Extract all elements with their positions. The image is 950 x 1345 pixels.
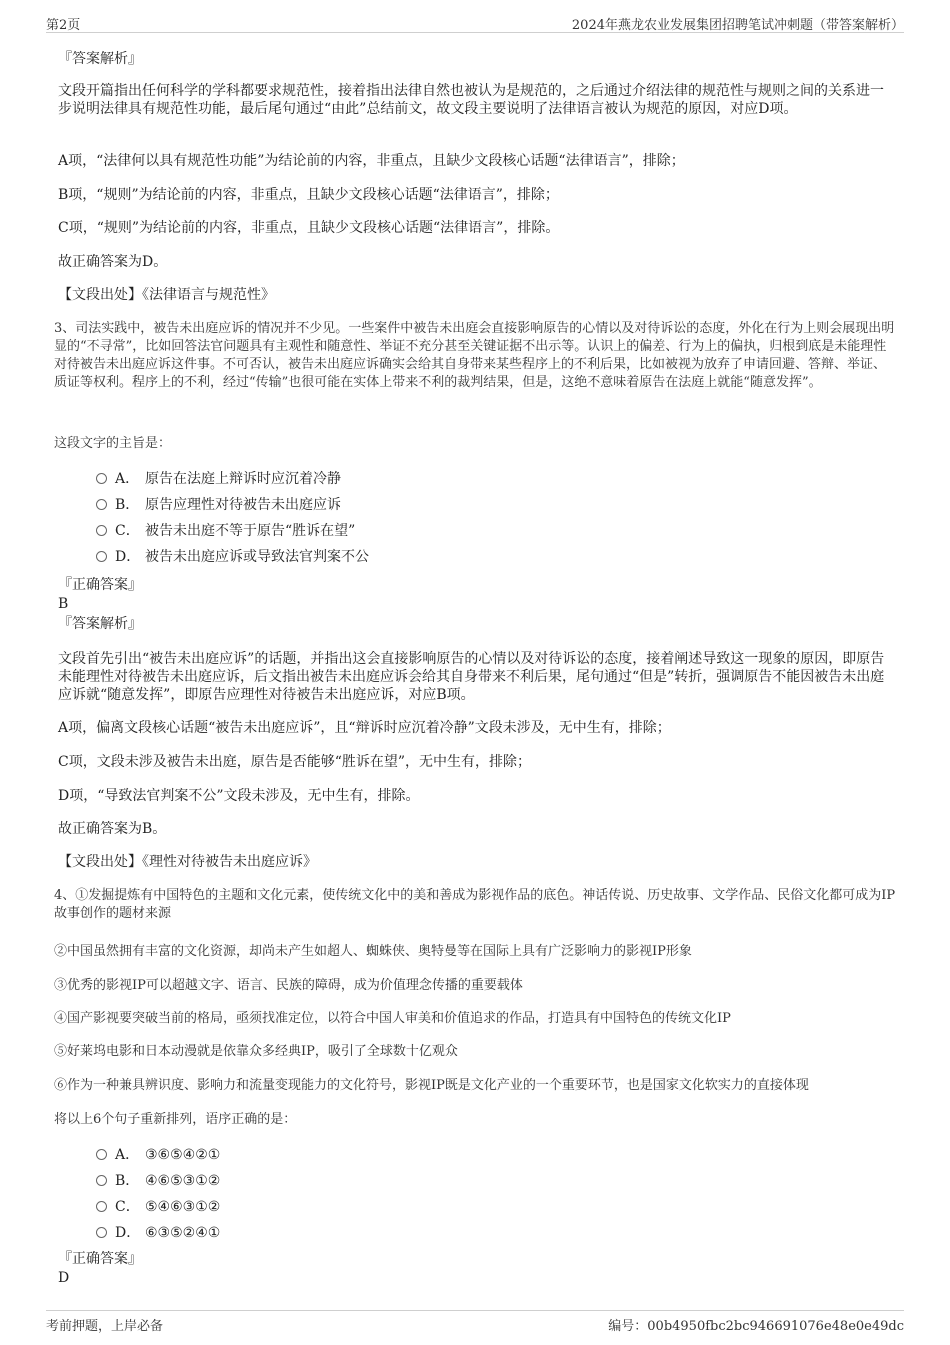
q4-sentence-2: ②中国虽然拥有丰富的文化资源，却尚未产生如超人、蜘蛛侠、奥特曼等在国际上具有广泛影响力的影视IP形象 [54,944,692,959]
q2-analysis-label: 『答案解析』 [58,51,142,67]
q4-sentence-4: ④国产影视要突破当前的格局，亟须找准定位，以符合中国人审美和价值追求的作品，打造具有中国特色的传统文化IP [54,1011,731,1026]
q2-analysis-b: B项，“规则”为结论前的内容，非重点，且缺少文段核心话题“法律语言”，排除； [58,187,559,203]
q2-analysis-paragraph: 文段开篇指出任何科学的学科都要求规范性，接着指出法律自然也被认为是规范的，之后通过介绍法律的规范性与规则之间的关系进一步说明法律具有规范性功能，最后尾句通过“由此”总结前文，故文段主要说明了法律语言被认为规范的原因，对应D项。 [58,83,884,117]
q3-answer-label: 『正确答案』 [58,577,142,593]
q3-analysis-c: C项，文段未涉及被告未出庭，原告是否能够“胜诉在望”，无中生有，排除； [58,754,532,770]
q4-sentence-5: ⑤好莱坞电影和日本动漫就是依靠众多经典IP，吸引了全球数十亿观众 [54,1044,458,1059]
q2-source: 【文段出处】《法律语言与规范性》 [58,287,275,303]
radio-button[interactable] [96,525,107,536]
q4-option-b[interactable]: B． ④⑥⑤③①② [96,1172,220,1190]
q4-sentence-6: ⑥作为一种兼具辨识度、影响力和流量变现能力的文化符号，影视IP既是文化产业的一个重要环节，也是国家文化软实力的直接体现 [54,1078,809,1093]
q3-analysis-label: 『答案解析』 [58,616,142,632]
q2-analysis-c: C项，“规则”为结论前的内容，非重点，且缺少文段核心话题“法律语言”，排除。 [58,220,560,236]
radio-button[interactable] [96,1149,107,1160]
q3-source: 【文段出处】《理性对待被告未出庭应诉》 [58,854,317,870]
q3-conclusion: 故正确答案为B。 [58,821,167,837]
radio-button[interactable] [96,473,107,484]
q4-prompt: 将以上6个句子重新排列，语序正确的是： [54,1112,297,1127]
q4-option-c[interactable]: C． ⑤④⑥③①② [96,1198,220,1216]
q4-answer-label: 『正确答案』 [58,1251,142,1267]
document-code: 编号：00b4950fbc2bc946691076e48e0e49dc [608,1319,904,1334]
radio-button[interactable] [96,1227,107,1238]
page-header [46,12,904,33]
q2-analysis-a: A项，“法律何以具有规范性功能”为结论前的内容，非重点，且缺少文段核心话题“法律语言”，排除； [58,153,685,169]
q4-sentence-3: ③优秀的影视IP可以超越文字、语言、民族的障碍，成为价值理念传播的重要载体 [54,978,523,993]
q3-answer: B [58,596,69,612]
page-number: 第2页 [46,18,81,33]
footer-slogan: 考前押题，上岸必备 [46,1319,164,1334]
page-footer [46,1310,904,1335]
q3-analysis-d: D项，“导致法官判案不公”文段未涉及，无中生有，排除。 [58,788,420,804]
q3-analysis-a: A项，偏离文段核心话题“被告未出庭应诉”，且“辩诉时应沉着冷静”文段未涉及，无中生有，排除； [58,720,671,736]
q4-stem: 4、①发掘提炼有中国特色的主题和文化元素，使传统文化中的美和善成为影视作品的底色。神话传说、历史故事、文学作品、民俗文化都可成为IP故事创作的题材来源 [54,888,896,921]
radio-button[interactable] [96,551,107,562]
q3-stem: 3、司法实践中，被告未出庭应诉的情况并不少见。一些案件中被告未出庭会直接影响原告的心情以及对待诉讼的态度，外化在行为上则会展现出明显的“不寻常”，比如回答法官问题具有主观性和随意性、举证不充分甚至关键证据不出示等。认识上的偏差、行为上的偏执，归根到底是未能理性对待被告未出庭应诉这件事。不可否认，被告未出庭应诉确实会给其自身带来某些程序上的不利后果，比如被视为放弃了申请回避、答辩、举证、质证等权利。程序上的不利，经过“传输”也很可能在实体上带来不利的裁判结果，但是，这绝不意味着原告在法庭上就能“随意发挥”。 [54,321,895,390]
q3-analysis-paragraph: 文段首先引出“被告未出庭应诉”的话题，并指出这会直接影响原告的心情以及对待诉讼的态度，接着阐述导致这一现象的原因，即原告未能理性对待被告未出庭应诉，后文指出被告未出庭应诉会给其自身带来不利后果，尾句通过“但是”转折，强调原告不能因被告未出庭应诉就“随意发挥”，即原告应理性对待被告未出庭应诉，对应B项。 [58,651,885,703]
q2-conclusion: 故正确答案为D。 [58,254,168,270]
q4-answer: D [58,1270,70,1286]
q4-option-a[interactable]: A． ③⑥⑤④②① [96,1146,220,1164]
q4-option-d[interactable]: D． ⑥③⑤②④① [96,1224,220,1242]
radio-button[interactable] [96,1175,107,1186]
q3-prompt: 这段文字的主旨是： [54,436,172,451]
q3-option-c[interactable]: C． 被告未出庭不等于原告“胜诉在望” [96,522,355,540]
radio-button[interactable] [96,1201,107,1212]
q3-option-b[interactable]: B． 原告应理性对待被告未出庭应诉 [96,496,341,514]
q3-option-a[interactable]: A． 原告在法庭上辩诉时应沉着冷静 [96,470,341,488]
document-title: 2024年燕龙农业发展集团招聘笔试冲刺题（带答案解析） [571,18,904,33]
radio-button[interactable] [96,499,107,510]
q3-option-d[interactable]: D． 被告未出庭应诉或导致法官判案不公 [96,548,369,566]
